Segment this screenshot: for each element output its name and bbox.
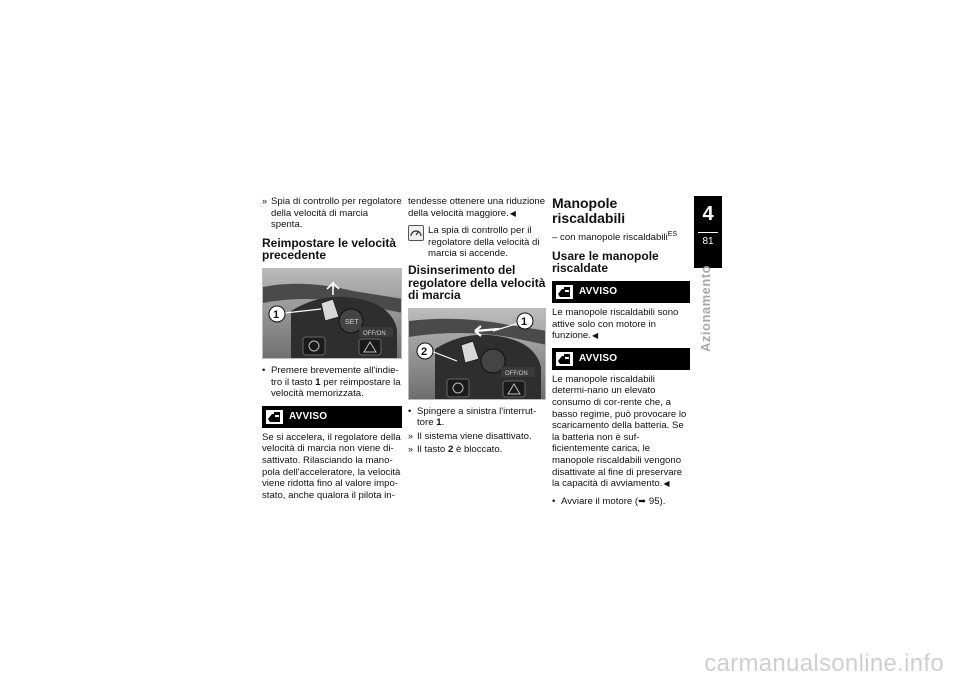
result-text: Il tasto [417, 443, 446, 455]
subsection-heading-use-grips: Usare le manopole riscaldate [552, 248, 659, 276]
result-line [408, 444, 546, 456]
warning-hand-icon [556, 285, 573, 299]
handlebar-switch-photo-1 [262, 268, 402, 359]
page-number: 81 [698, 232, 718, 249]
bullet-marker: • [262, 364, 266, 376]
warning-banner [262, 406, 402, 428]
bullet-marker: • [408, 405, 412, 417]
chapter-side-label: Azionamento [698, 264, 713, 352]
svg-text:OFF/ON: OFF/ON [505, 370, 528, 377]
key-reference: 1 [315, 376, 321, 388]
result-text: Il sistema viene disattivato. [417, 430, 532, 442]
column-3 [552, 196, 690, 509]
svg-text:OFF/ON: OFF/ON [363, 330, 386, 337]
section-heading-heated-grips: Manopole riscaldabili [552, 195, 626, 226]
result-marker: » [408, 430, 414, 441]
instruction-bullet [552, 496, 690, 508]
continued-text-body: tendesse ottenere una riduzione della velocità maggiore. [408, 196, 546, 219]
option-text: con manopole riscaldabili [560, 232, 668, 244]
chapter-tab [694, 196, 722, 268]
end-mark-icon: ◀ [663, 479, 670, 489]
bullet-text-end: ). [659, 495, 666, 507]
warning-label: AVVISO [289, 410, 328, 422]
callout-2: 2 [421, 345, 428, 358]
warning-text [552, 307, 690, 342]
bullet-text: Spingere a sinistra l'interrut-tore [417, 405, 537, 429]
end-mark-icon: ◀ [591, 331, 599, 341]
option-line [552, 229, 690, 244]
section-heading-reset-speed: Reimpostare le velocità precedente [262, 235, 397, 263]
column-2 [408, 196, 546, 461]
result-line [408, 431, 546, 443]
bullet-text: Premere brevemente all'indie-tro il tasto [271, 364, 399, 388]
warning-hand-icon [556, 352, 573, 366]
end-mark-icon: ◀ [509, 208, 516, 218]
svg-text:SET: SET [345, 318, 359, 326]
result-marker: » [408, 443, 414, 454]
result-text-cont: è bloccato. [455, 443, 503, 455]
page-reference[interactable]: 95 [648, 495, 660, 507]
section-heading-disable-cruise: Disinserimento del regolatore della velocità di marcia [408, 262, 546, 303]
result-line [262, 196, 402, 231]
callout-1: 1 [521, 315, 528, 328]
warning-text: Se si accelera, il regolatore della velocità di marcia non viene di-sattivato. Rilasciando la mano-pola dell'acceleratore, la velocità viene ridotta fino al valore impo-stato, anche qualora il pilota in- [262, 431, 401, 501]
lamp-note [408, 225, 546, 260]
warning-text [552, 374, 690, 490]
warning-hand-icon [266, 410, 283, 424]
result-text: Spia di controllo per regolatore della velocità di marcia spenta. [271, 196, 402, 231]
result-marker: » [262, 196, 268, 206]
instruction-bullet [262, 365, 402, 400]
handlebar-switch-photo-2 [408, 308, 546, 400]
bullet-text: Avviare il motore ( [561, 495, 639, 507]
option-dash-icon: – [552, 232, 558, 244]
column-1 [262, 196, 402, 507]
warning-label: AVVISO [579, 352, 618, 364]
warning-text-body: Le manopole riscaldabili determi-nano un elevato consumo di cor-rente che, a basso regime, può provocare lo scaricamento della batteria. Se la batteria non è suf-ficientemente carica, le manopole riscaldabili vengono disattivate al fine di preservare la capacità di avviamento. [552, 373, 687, 490]
warning-banner [552, 281, 690, 303]
instruction-bullet: • Spingere a sinistra l'interrut-tore 1. [408, 405, 537, 429]
bullet-text-cont: per reimpostare la velocità memorizzata. [271, 376, 401, 400]
warning-label: AVVISO [579, 286, 618, 298]
option-tag: ES [667, 231, 678, 238]
warning-text-body: Le manopole riscaldabili sono attive solo con motore in funzione. [552, 306, 679, 342]
page-ref-arrow-icon: ➥ [638, 495, 649, 507]
chapter-number: 4 [702, 203, 714, 225]
lamp-note-text: La spia di controllo per il regolatore della velocità di marcia si accende. [428, 225, 540, 260]
watermark: carmanualsonline.info [704, 650, 944, 677]
cruise-control-lamp-icon [408, 225, 424, 241]
key-reference: 1 [436, 417, 442, 429]
bullet-marker: • [552, 495, 556, 507]
key-reference: 2 [447, 443, 454, 455]
callout-1: 1 [273, 308, 280, 321]
continued-text [408, 196, 546, 219]
warning-banner [552, 348, 690, 370]
